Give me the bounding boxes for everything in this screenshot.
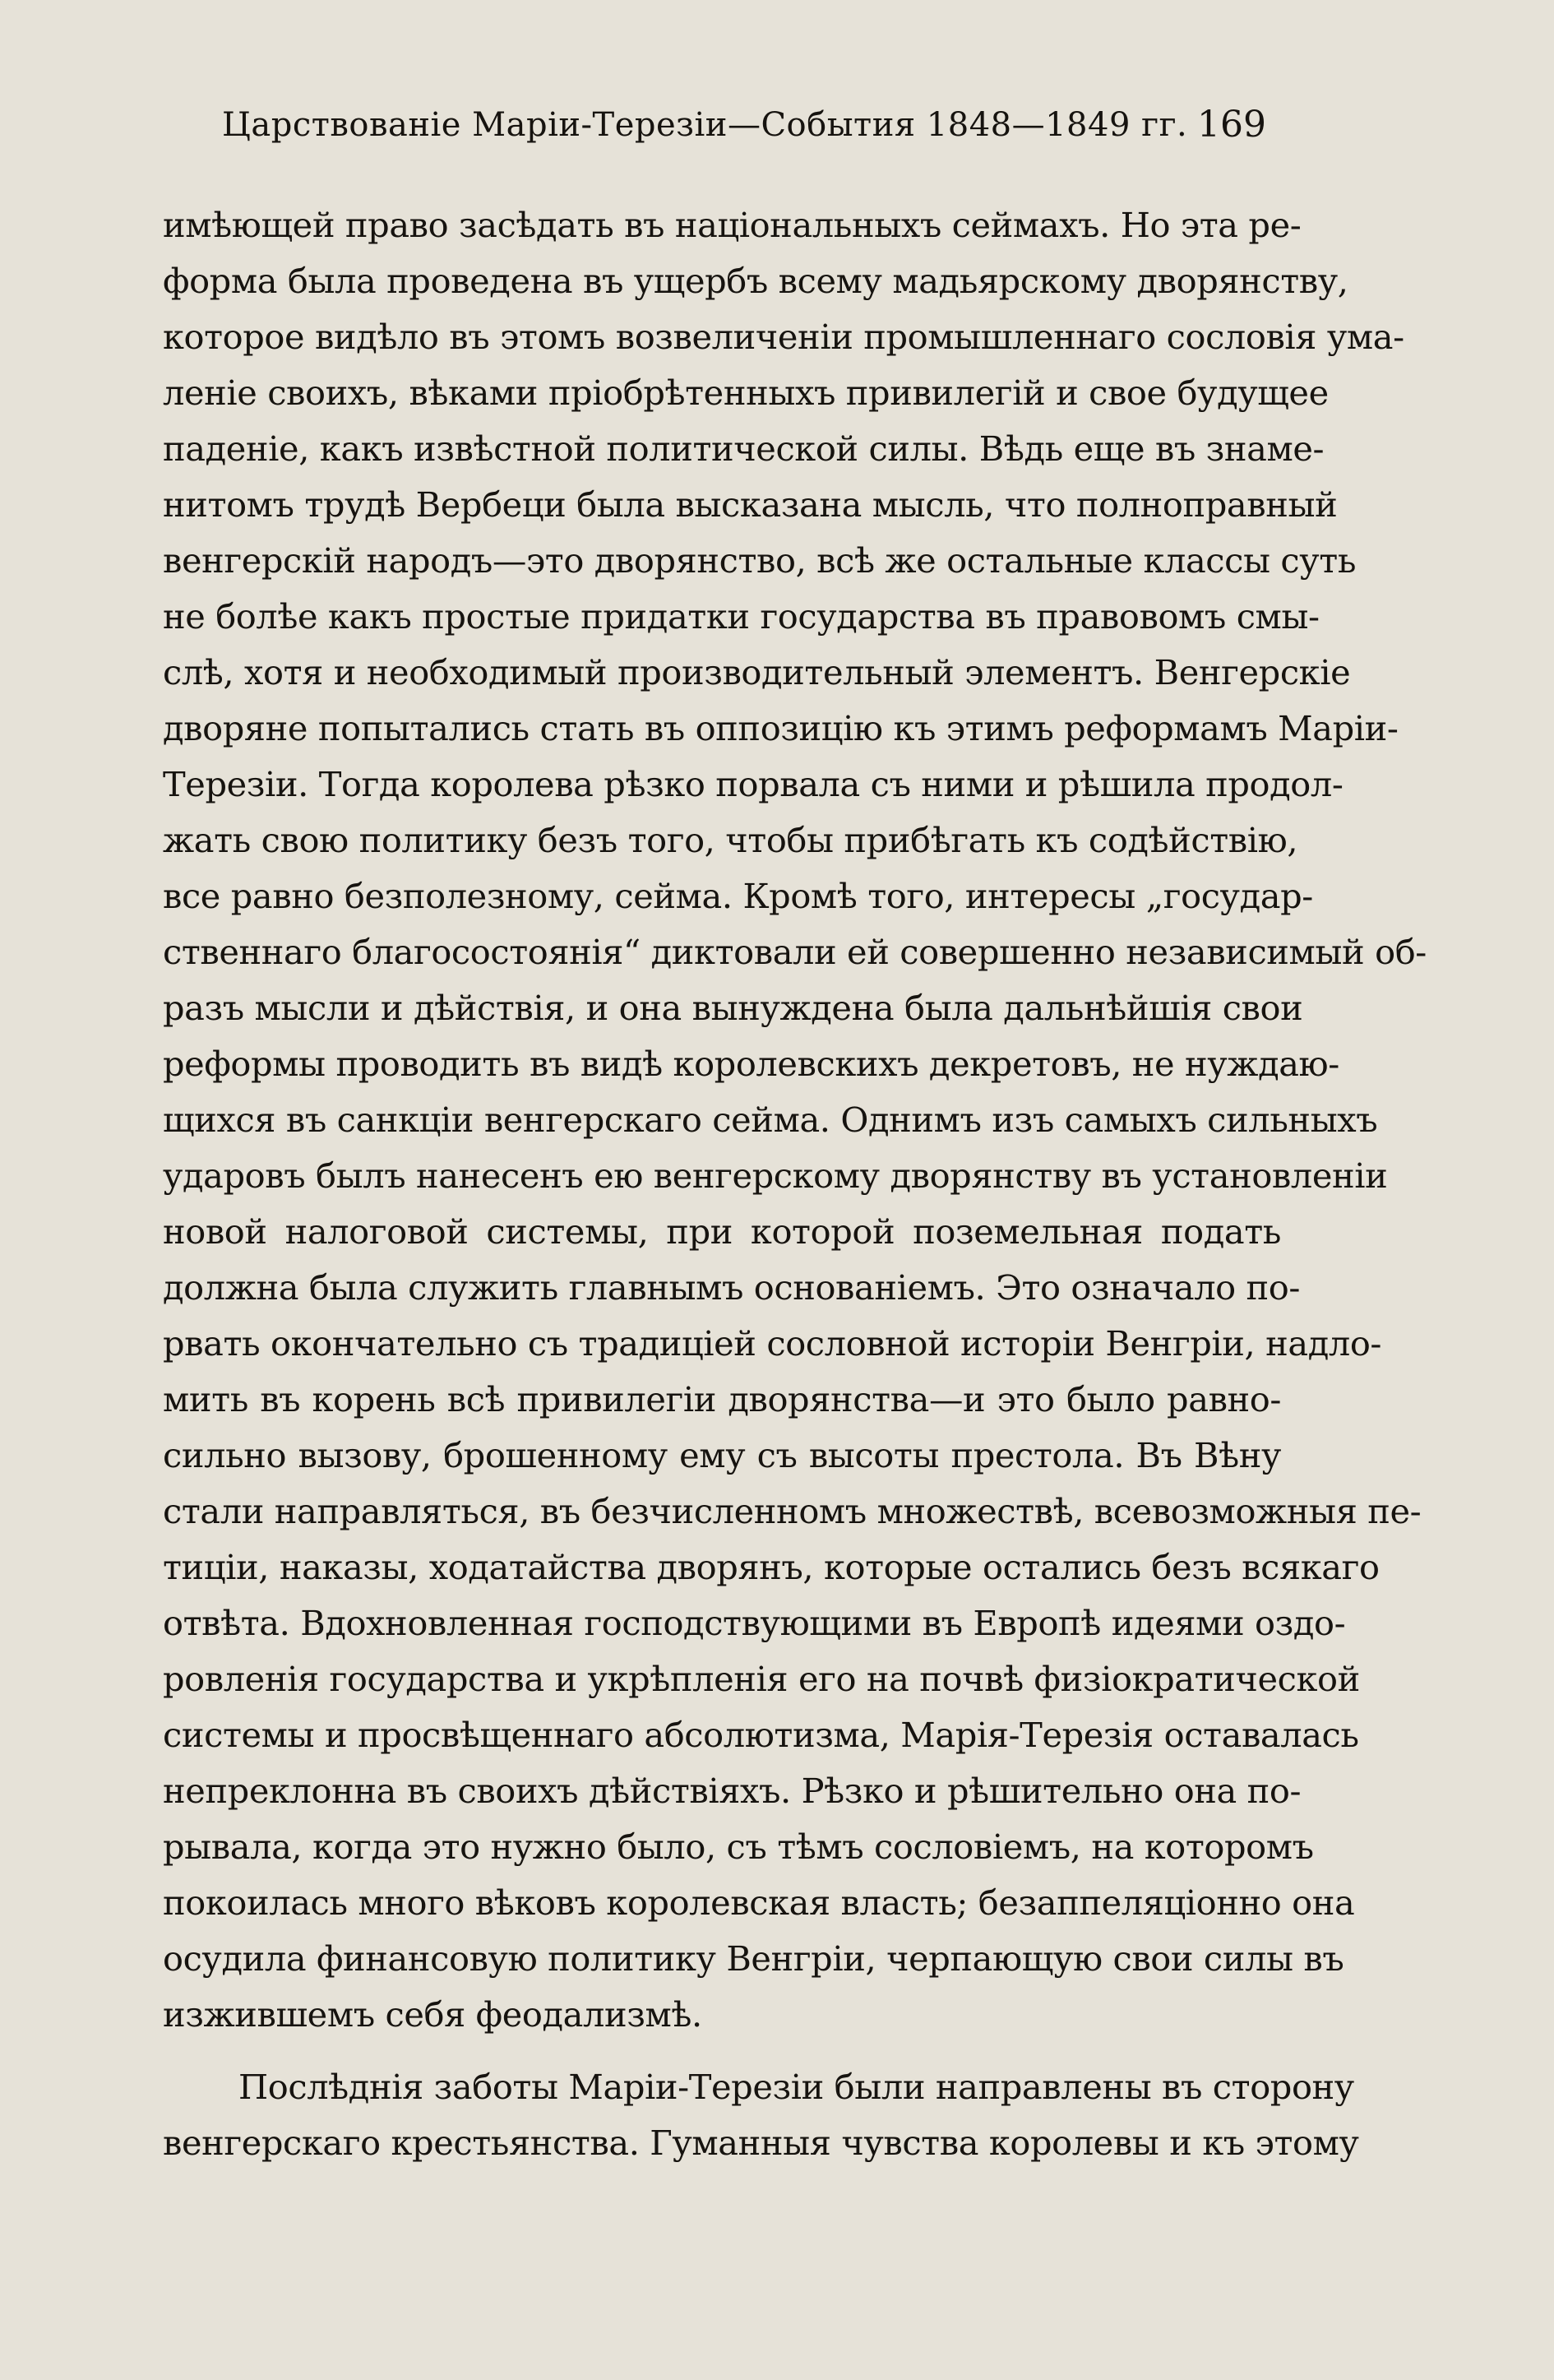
text-line: слѣ, хотя и необходимый производительный элементъ. Венгерскіе	[163, 652, 1351, 692]
text-line: должна была служить главнымъ основаніемъ. Это означало по-	[163, 1267, 1300, 1308]
text-line: рвать окончательно съ традиціей сословной исторіи Венгріи, надло-	[163, 1323, 1382, 1364]
text-line: реформы проводить въ видѣ королевскихъ декретовъ, не нуждаю-	[163, 1044, 1339, 1084]
running-head-title: Царствованіе Маріи-Терезіи—События 1848—1849 гг.	[222, 106, 1188, 144]
text-line: имѣющей право засѣдать въ національныхъ сеймахъ. Но эта ре-	[163, 205, 1302, 245]
text-line: Послѣднія заботы Маріи-Терезіи были направлены въ сторону	[238, 2067, 1354, 2107]
paragraph-gap	[163, 2043, 1281, 2059]
text-line: изжившемъ себя феодализмѣ.	[163, 1994, 702, 2035]
text-line: не болѣе какъ простые придатки государства въ правовомъ смы-	[163, 596, 1320, 637]
text-line: разъ мысли и дѣйствія, и она вынуждена была дальнѣйшія свои	[163, 988, 1303, 1028]
text-line: отвѣта. Вдохновленная господствующими въ Европѣ идеями оздо-	[163, 1603, 1346, 1643]
text-line: мить въ корень всѣ привилегіи дворянства—и это было равно-	[163, 1379, 1281, 1419]
text-line: покоилась много вѣковъ королевская власть; безаппеляціонно она	[163, 1882, 1355, 1923]
text-line: непреклонна въ своихъ дѣйствіяхъ. Рѣзко и рѣшительно она по-	[163, 1771, 1302, 1811]
text-line: ровленія государства и укрѣпленія его на почвѣ физіократической	[163, 1659, 1360, 1699]
text-line: рывала, когда это нужно было, съ тѣмъ сословіемъ, на которомъ	[163, 1827, 1314, 1867]
text-line: осудила финансовую политику Венгріи, черпающую свои силы въ	[163, 1938, 1344, 1979]
paragraph	[163, 197, 1427, 2043]
paragraph	[163, 2059, 1359, 2171]
text-line: новой налоговой системы, при которой поземельная подать	[163, 1211, 1281, 1252]
text-line: щихся въ санкціи венгерскаго сейма. Однимъ изъ самыхъ сильныхъ	[163, 1100, 1378, 1140]
text-line: венгерскаго крестьянства. Гуманныя чувства королевы и къ этому	[163, 2123, 1359, 2163]
text-line: тиціи, наказы, ходатайства дворянъ, которые остались безъ всякаго	[163, 1547, 1380, 1587]
text-line: системы и просвѣщеннаго абсолютизма, Марія-Терезія оставалась	[163, 1715, 1359, 1755]
text-line: нитомъ трудѣ Вербеци была высказана мысль, что полноправный	[163, 484, 1338, 525]
text-line: сильно вызову, брошенному ему съ высоты престола. Въ Вѣну	[163, 1435, 1281, 1475]
text-line: все равно безполезному, сейма. Кромѣ того, интересы „государ-	[163, 876, 1313, 916]
text-line: стали направляться, въ безчисленномъ множествѣ, всевозможныя пе-	[163, 1491, 1422, 1531]
text-line: Терезіи. Тогда королева рѣзко порвала съ ними и рѣшила продол-	[163, 764, 1344, 804]
page-number: 169	[1197, 104, 1266, 146]
text-line: жать свою политику безъ того, чтобы прибѣгать къ содѣйствію,	[163, 820, 1298, 860]
text-line: которое видѣло въ этомъ возвеличеніи промышленнаго сословія ума-	[163, 317, 1404, 357]
text-line: ударовъ былъ нанесенъ ею венгерскому дворянству въ установленіи	[163, 1155, 1388, 1196]
text-line: венгерскій народъ—это дворянство, всѣ же остальные классы суть	[163, 540, 1357, 581]
text-line: дворяне попытались стать въ оппозицію къ этимъ реформамъ Маріи-	[163, 708, 1399, 748]
text-line: леніе своихъ, вѣками пріобрѣтенныхъ привилегій и свое будущее	[163, 373, 1329, 413]
text-line: ственнаго благосостоянія“ диктовали ей совершенно независимый об-	[163, 932, 1427, 972]
text-line: форма была проведена въ ущербъ всему мадьярскому дворянству,	[163, 261, 1348, 301]
text-line: паденіе, какъ извѣстной политической силы. Вѣдь еще въ знаме-	[163, 428, 1325, 469]
running-head	[222, 92, 1266, 158]
body-text	[163, 197, 1427, 2171]
